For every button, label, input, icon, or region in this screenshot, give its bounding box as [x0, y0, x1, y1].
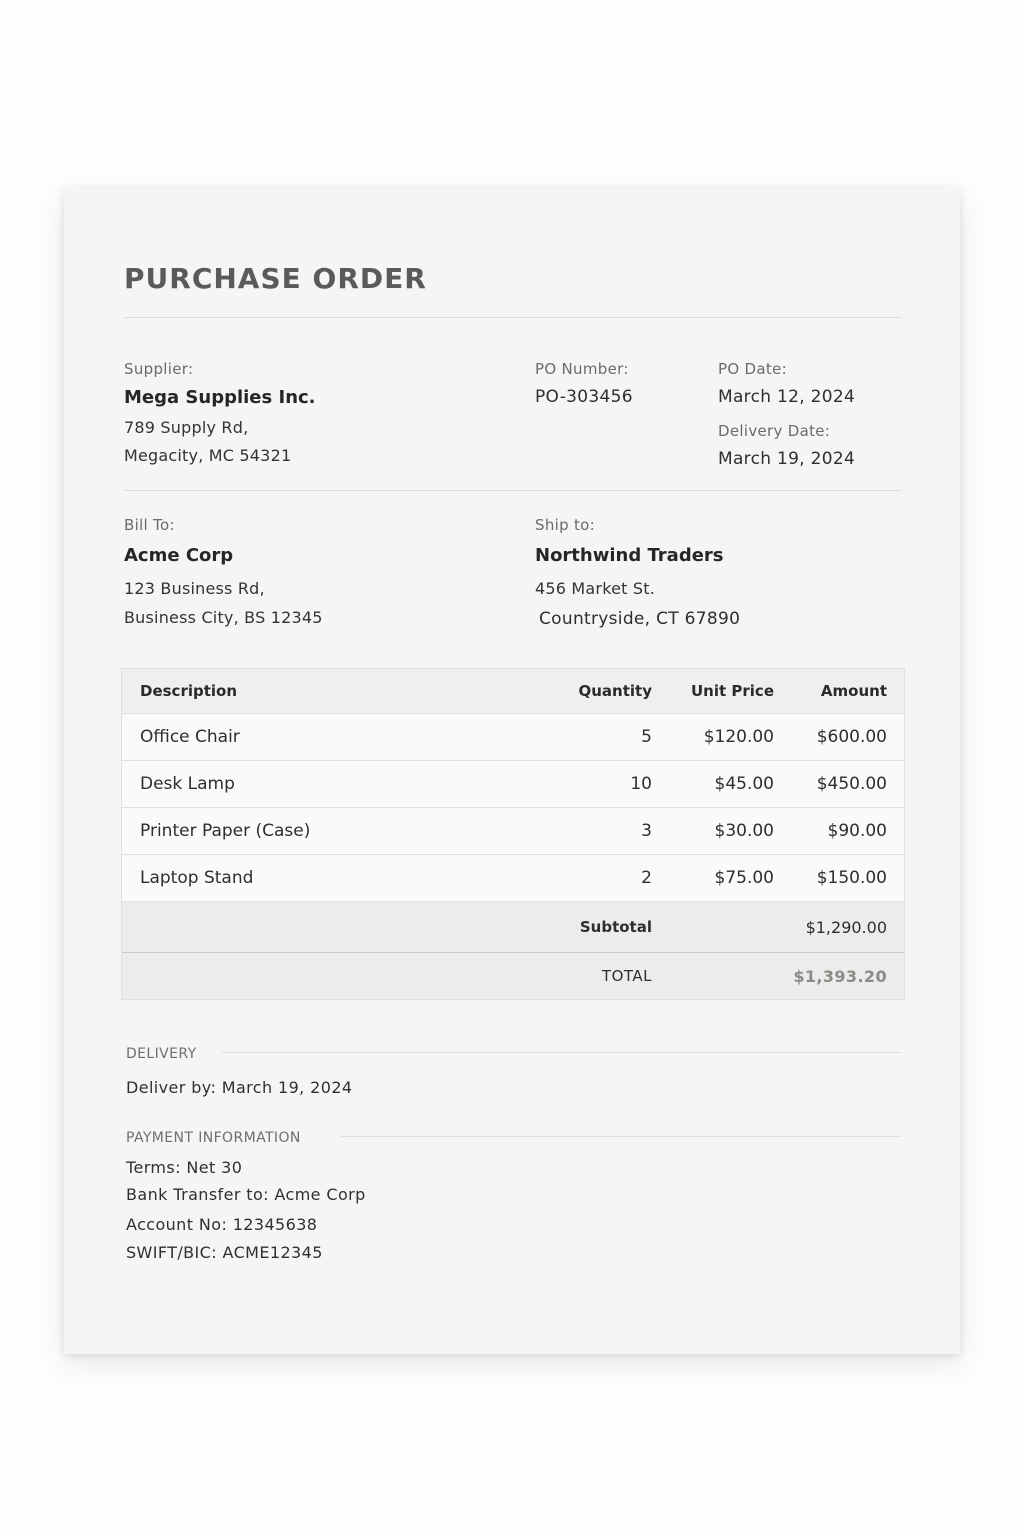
item-quantity: 10 [630, 774, 652, 794]
table-row [122, 808, 904, 855]
item-unit-price: $45.00 [714, 774, 774, 794]
item-amount: $90.00 [827, 821, 887, 841]
item-description: Printer Paper (Case) [140, 821, 311, 841]
subtotal-label: Subtotal [579, 918, 652, 936]
payment-swift: SWIFT/BIC: ACME12345 [126, 1243, 323, 1262]
table-row [122, 714, 904, 761]
item-quantity: 2 [641, 868, 652, 888]
ship-to-address-line2: Countryside, CT 67890 [539, 609, 741, 629]
bill-to-address-line1: 123 Business Rd, [124, 579, 265, 598]
title-divider [124, 317, 902, 318]
table-row [122, 855, 904, 902]
bill-to-name: Acme Corp [124, 545, 234, 566]
item-quantity: 3 [641, 821, 652, 841]
supplier-address-line2: Megacity, MC 54321 [124, 446, 292, 465]
header-unit-price: Unit Price [691, 682, 774, 700]
ship-to-name: Northwind Traders [535, 545, 724, 566]
item-amount: $600.00 [816, 727, 887, 747]
item-quantity: 5 [641, 727, 652, 747]
header-description: Description [140, 682, 238, 700]
table-header-row [122, 669, 904, 714]
bill-to-address-line2: Business City, BS 12345 [124, 608, 323, 627]
item-unit-price: $75.00 [714, 868, 774, 888]
delivery-date-label: Delivery Date: [718, 422, 831, 440]
header-divider [124, 490, 902, 491]
payment-terms: Terms: Net 30 [126, 1158, 243, 1177]
table-row [122, 761, 904, 808]
delivery-text: Deliver by: March 19, 2024 [126, 1078, 353, 1097]
po-date-value: March 12, 2024 [718, 387, 856, 407]
item-amount: $150.00 [816, 868, 887, 888]
supplier-name: Mega Supplies Inc. [124, 387, 316, 408]
item-description: Laptop Stand [140, 868, 254, 888]
header-quantity: Quantity [578, 682, 652, 700]
item-description: Office Chair [140, 727, 240, 747]
po-number-label: PO Number: [535, 360, 629, 378]
subtotal-value: $1,290.00 [805, 917, 887, 937]
payment-heading: PAYMENT INFORMATION [126, 1130, 301, 1146]
item-unit-price: $120.00 [703, 727, 774, 747]
document-title: PURCHASE ORDER [124, 262, 427, 295]
payment-account: Account No: 12345638 [126, 1215, 318, 1234]
line-items-table [121, 668, 905, 1000]
delivery-heading-rule [222, 1052, 902, 1053]
item-unit-price: $30.00 [714, 821, 774, 841]
supplier-label: Supplier: [124, 360, 194, 378]
total-value: $1,393.20 [793, 966, 887, 986]
po-number-value: PO-303456 [535, 387, 633, 407]
delivery-date-value: March 19, 2024 [718, 449, 856, 469]
ship-to-label: Ship to: [535, 516, 595, 534]
purchase-order-document [64, 188, 960, 1354]
payment-heading-rule [340, 1136, 902, 1137]
payment-bank: Bank Transfer to: Acme Corp [126, 1185, 366, 1204]
ship-to-address-line1: 456 Market St. [535, 579, 656, 598]
item-description: Desk Lamp [140, 774, 235, 794]
subtotal-row [122, 902, 904, 953]
delivery-heading: DELIVERY [126, 1046, 197, 1062]
po-date-label: PO Date: [718, 360, 787, 378]
item-amount: $450.00 [816, 774, 887, 794]
total-label: TOTAL [601, 967, 652, 985]
total-row [122, 953, 904, 999]
supplier-address-line1: 789 Supply Rd, [124, 418, 249, 437]
bill-to-label: Bill To: [124, 516, 175, 534]
header-amount: Amount [820, 682, 887, 700]
